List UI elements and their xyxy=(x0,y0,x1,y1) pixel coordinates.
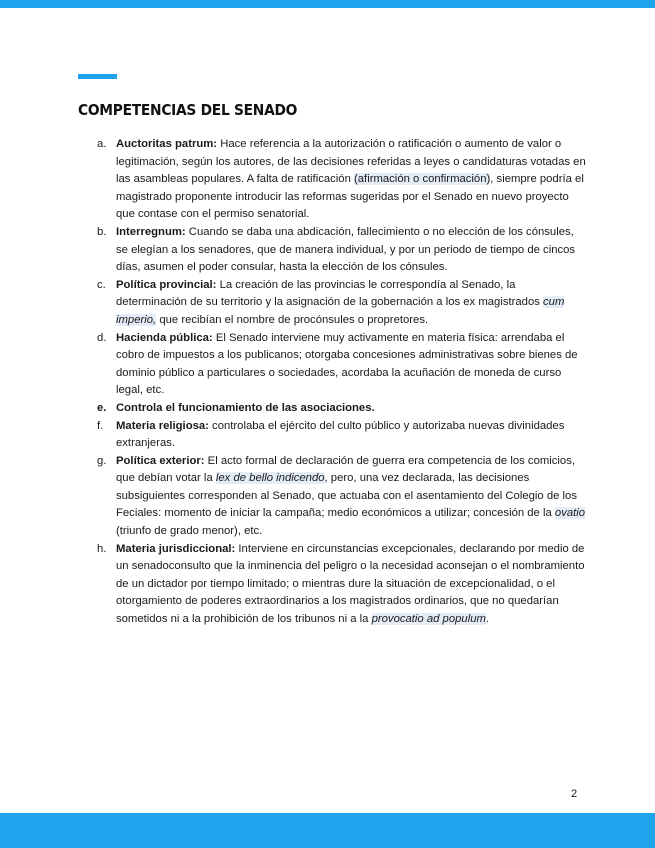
list-item-h: h. Materia jurisdiccional: Interviene en circunstancias excepcionales, declarando por medio de un senadoconsulto que la inminencia del peligro o la necesidad aconsejan o el nombramiento de un dictador por tiempo limitado; o mientras dure la situación de excepcionalidad, o el otorgamiento de poderes extraordinarios a los magistrados ordinarios, que no quedarían sometidos ni a la prohibición de los tribunos ni a la provocatio ad populum. xyxy=(97,542,585,626)
list-marker: h. xyxy=(97,542,107,555)
list-item-a: a. Auctoritas patrum: Hace referencia a la autorización o ratificación o aumento de valor o legitimación, según los autores, de las decisiones referidas a leyes o candidaturas votadas en las asambleas populares. A falta de ratificación (afirmación o confirmación), siempre podría el magistrado proponente introducir las reformas sugeridas por el Senado en nuevo proyecto que contase con el permiso senatorial. xyxy=(97,138,586,221)
list-item-g: g. Política exterior: El acto formal de declaración de guerra era competencia de los comicios, que debían votar la lex de bello indicendo, pero, una vez declarada, las decisiones subsiguientes corresponden al Senado, que actuaba con el asentamiento del Colegio de los Feciales: momento de iniciar la campaña; medio económicos a utilizar; concesión de la ovatio (triunfo de grado menor), etc. xyxy=(97,454,586,538)
highlighted-text: (afirmación o confirmación) xyxy=(354,173,491,186)
latin-term: lex de bello indicendo xyxy=(215,472,325,485)
list-marker: c. xyxy=(97,278,106,291)
footer-band xyxy=(0,813,655,848)
list-item-b: b. Interregnum: Cuando se daba una abdicación, fallecimiento o no elección de los cónsules, se elegían a los senadores, que de manera individual, y por un periodo de tiempo de cincos días, asumen el poder consular, hasta la elección de los cónsules. xyxy=(97,225,576,274)
header-band xyxy=(0,0,655,8)
page-number: 2 xyxy=(571,788,578,800)
item-title: Política provincial: xyxy=(116,278,217,291)
item-title: Controla el funcionamiento de las asociaciones. xyxy=(116,401,375,414)
competencies-list xyxy=(97,136,586,629)
latin-term: provocatio ad populum xyxy=(371,613,486,626)
list-marker: g. xyxy=(97,454,107,467)
list-item-f: f. Materia religiosa: controlaba el ejército del culto público y autorizaba nuevas divinidades extranjeras. xyxy=(97,419,565,450)
list-marker: a. xyxy=(97,138,107,150)
accent-bar xyxy=(78,74,117,79)
list-item-c: c. Política provincial: La creación de las provincias le correspondía al Senado, la determinación de su territorio y la asignación de la gobernación a los ex magistrados cum imperio, que recibían el nombre de procónsules o propretores. xyxy=(97,278,565,326)
list-marker: f. xyxy=(97,419,104,432)
list-marker: b. xyxy=(97,225,107,238)
list-marker: e. xyxy=(97,401,107,414)
item-title: Política exterior: xyxy=(116,454,205,467)
list-item-d: d. Hacienda pública: El Senado interviene muy activamente en materia física: arrendaba el cobro de impuestos a los publicanos; otorgaba concesiones administrativas sobre bienes de dominio público a particulares o sociedades, acordaba la acuñación de moneda de curso legal, etc. xyxy=(97,331,578,397)
item-title: Materia jurisdiccional: xyxy=(116,542,236,555)
list-marker: d. xyxy=(97,331,107,344)
section-heading: COMPETENCIAS DEL SENADO xyxy=(78,101,298,119)
item-title: Interregnum: xyxy=(116,225,186,238)
item-title: Materia religiosa: xyxy=(116,419,209,432)
latin-term: cum imperio, xyxy=(116,296,565,326)
latin-term: ovatio xyxy=(554,507,586,520)
list-item-e xyxy=(97,400,586,418)
item-title: Hacienda pública: xyxy=(116,331,213,344)
item-title: Auctoritas patrum: xyxy=(116,138,218,150)
